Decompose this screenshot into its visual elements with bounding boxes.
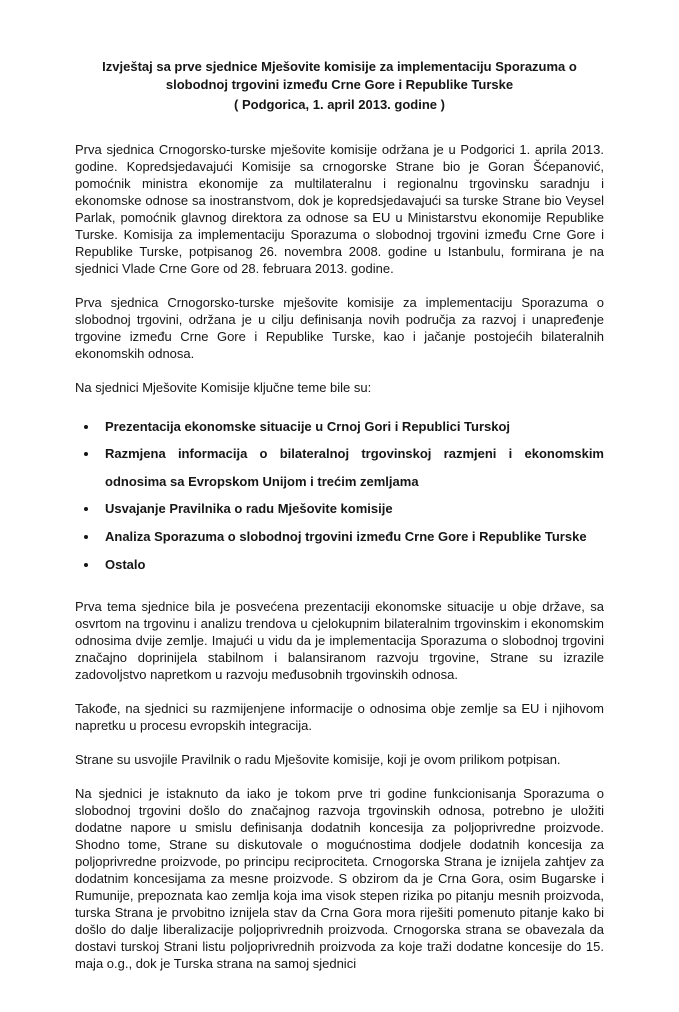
paragraph-eu-relations: Takođe, na sjednici su razmijenjene informacije o odnosima obje zemlje sa EU i njihovom napretku u procesu evropskih integracija. (75, 701, 604, 734)
agenda-item-3: • Usvajanje Pravilnika o radu Mješovite komisije (99, 495, 604, 523)
document-subtitle: ( Podgorica, 1. april 2013. godine ) (234, 97, 445, 113)
agenda-item-2: • Razmjena informacija o bilateralnoj trgovinskoj razmjeni i ekonomskim odnosima sa Evropskom Unijom i trećim zemljama (99, 440, 604, 495)
paragraph-session-purpose: Prva sjednica Crnogorsko-turske mješovite komisije za implementaciju Sporazuma o slobodnoj trgovini, održana je u cilju definisanja novih područja za razvoj i unapređenje trgovine između Crne Gore i Republike Turske, kao i jačanje postojećih bilateralnih ekonomskih odnosa. (75, 294, 604, 361)
document-title: Izvještaj sa prve sjednice Mješovite komisije za implementaciju Sporazuma o slobodnoj trgovini između Crne Gore i Republike Turske (102, 59, 577, 93)
agenda-item-5: • Ostalo (99, 551, 604, 579)
paragraph-agenda-lead-in: Na sjednici Mješovite Komisije ključne teme bile su: (75, 379, 372, 395)
agenda-list (75, 413, 604, 578)
paragraph-agricultural-concessions: Na sjednici je istaknuto da iako je tokom prve tri godine funkcionisanja Sporazuma o slobodnoj trgovini došlo do značajnog razvoja trgovinskih odnosa, potrebno je uložiti dodatne napore u smislu definisanja dodatnih koncesija za poljoprivredne proizvode. Shodno tome, Strane su diskutovale o mogućnostima dodjele dodatnih koncesija za poljoprivredne proizvode, po principu reciprociteta. Crnogorska Strana je iznijela zahtjev za dodatnim koncesijama za mesne proizvode. S obzirom da je Crna Gora, osim Bugarske i Rumunije, prepoznata kao zemlja koja ima visok stepen rizika po pitanju mesnih proizvoda, turska Strana je prvobitno iznijela stav da Crna Gora mora riješiti pomenuto pitanje kako bi došlo do dalje liberalizacije poljoprivrednih proizvoda. Crnogorska strana se obavezala da dostavi turskoj Strani listu poljoprivrednih proizvoda za koje traži dodatne koncesije do 15. maja o.g., dok je Turska strana na samoj sjednici (75, 786, 604, 972)
paragraph-economic-presentation: Prva tema sjednice bila je posvećena prezentaciji ekonomske situacije u obje države, sa osvrtom na trgovinu i analizu trendova u cjelokupnim bilateralnim trgovinskim i ekonomskim odnosima dvije zemlje. Imajući u vidu da je implementacija Sporazuma o slobodnoj trgovini značajno doprinijela stabilnom i balansiranom razvoju trgovine, Strane su izrazile zadovoljstvo napretkom u razvoju međusobnih trgovinskih odnosa. (75, 599, 604, 683)
paragraph-rulebook-adoption: Strane su usvojile Pravilnik o radu Mješovite komisije, koji je ovom prilikom potpisan. (75, 752, 561, 768)
paragraph-session-overview: Prva sjednica Crnogorsko-turske mješovite komisije održana je u Podgorici 1. aprila 2013. godine. Kopredsjedavajući Komisije sa crnogorske Strane bio je Goran Šćepanović, pomoćnik ministra ekonomije za multilateralnu i regionalnu trgovinsku saradnju i ekonomske odnose sa inostranstvom, dok je kopredsjedavajući sa turske Strane bio Veysel Parlak, pomoćnik glavnog direktora za odnose sa EU u Ministarstvu ekonomije Republike Turske. Komisija za implementaciju Sporazuma o slobodnoj trgovini između Crne Gore i Republike Turske, potpisanog 26. novembra 2008. godine u Istanbulu, formirana je na sjednici Vlade Crne Gore od 28. februara 2013. godine. (75, 141, 604, 276)
document-header (85, 58, 594, 115)
agenda-item-1: • Prezentacija ekonomske situacije u Crnoj Gori i Republici Turskoj (99, 413, 604, 441)
agenda-item-4: • Analiza Sporazuma o slobodnoj trgovini između Crne Gore i Republike Turske (99, 523, 604, 551)
